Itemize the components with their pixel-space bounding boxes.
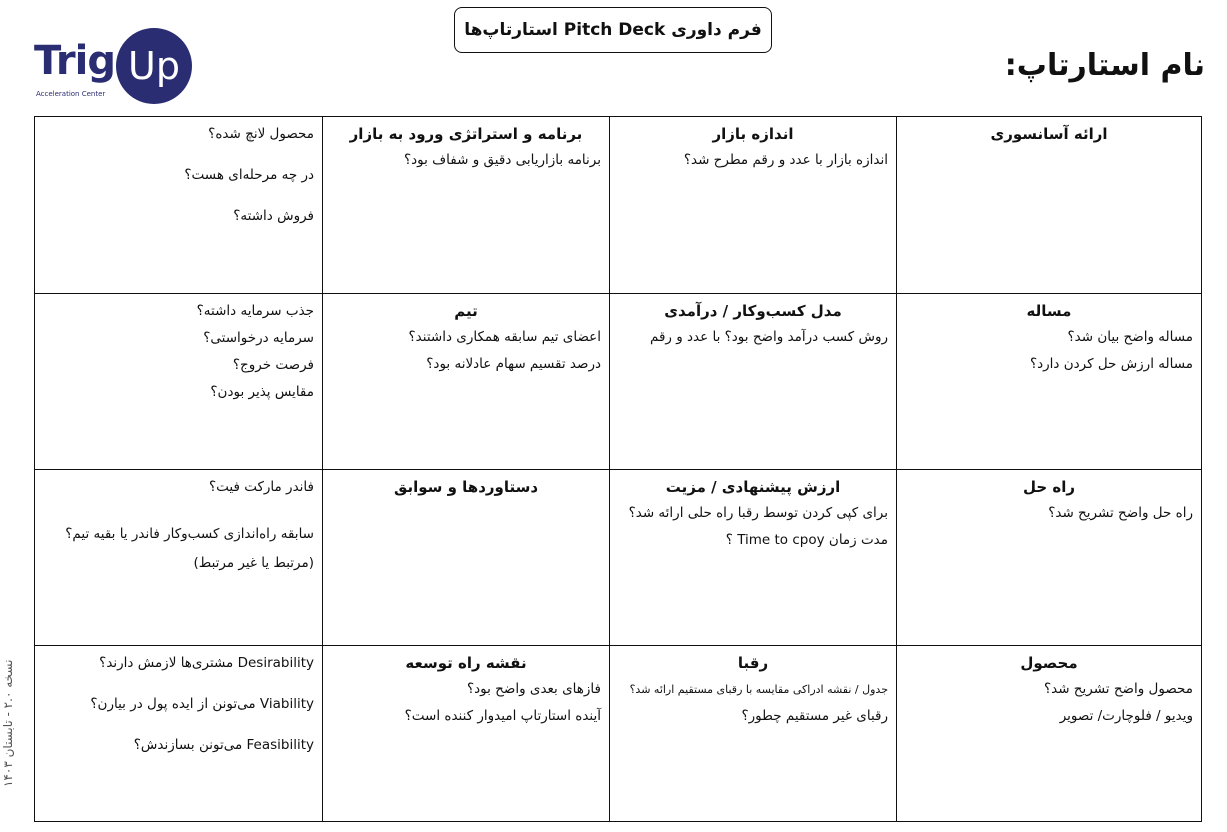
cell-product-launch <box>35 117 322 293</box>
cell-roadmap <box>322 645 609 821</box>
cell-elevator-pitch <box>896 117 1201 293</box>
question: جدول / نقشه ادراکی مقایسه با رقبای مستقیم ارائه شد؟ <box>629 683 888 696</box>
question: فازهای بعدی واضح بود؟ <box>466 681 601 697</box>
cell-heading: محصول <box>1020 654 1078 672</box>
cell-heading: اندازه بازار <box>712 125 794 143</box>
cell-value-proposition <box>609 469 896 645</box>
question: Viability می‌تونن از ایده پول در بیارن؟ <box>90 696 314 712</box>
logo-text-trig: Trig <box>34 38 115 84</box>
cell-go-to-market <box>322 117 609 293</box>
question: درصد تقسیم سهام عادلانه بود؟ <box>426 356 601 372</box>
question: آینده استارتاپ امیدوار کننده است؟ <box>404 708 601 724</box>
trigup-logo <box>34 28 196 104</box>
question: اندازه بازار با عدد و رقم مطرح شد؟ <box>683 152 888 168</box>
question: محصول لانچ شده؟ <box>208 126 314 142</box>
question: سابقه راه‌اندازی کسب‌وکار فاندر یا بقیه تیم؟ <box>65 526 314 542</box>
question: فاندر مارکت فیت؟ <box>208 479 314 495</box>
cell-solution <box>896 469 1201 645</box>
question: در چه مرحله‌ای هست؟ <box>184 167 314 183</box>
question: Feasibility می‌تونن بسازندش؟ <box>133 737 314 753</box>
question: Desirability مشتری‌ها لازمش دارند؟ <box>99 655 314 671</box>
evaluation-grid <box>34 116 1202 822</box>
question: برنامه بازاریابی دقیق و شفاف بود؟ <box>403 152 601 168</box>
cell-heading: دستاوردها و سوابق <box>393 478 539 496</box>
question: سرمایه درخواستی؟ <box>203 330 314 346</box>
cell-heading: مدل کسب‌وکار / درآمدی <box>664 302 842 320</box>
question: مقایس پذیر بودن؟ <box>210 384 314 400</box>
question: اعضای تیم سابقه همکاری داشتند؟ <box>408 329 601 345</box>
question: ویدیو / فلوچارت/ تصویر <box>1059 708 1193 724</box>
question: محصول واضح تشریح شد؟ <box>1043 681 1193 697</box>
cell-heading: برنامه و استراتژی ورود به بازار <box>349 125 583 143</box>
cell-product <box>896 645 1201 821</box>
question: مساله ارزش حل کردن دارد؟ <box>1029 356 1193 372</box>
question: روش کسب درآمد واضح بود؟ با عدد و رقم <box>649 329 888 345</box>
logo-text-up: Up <box>128 44 180 88</box>
cell-problem <box>896 293 1201 469</box>
question: فروش داشته؟ <box>233 208 314 224</box>
cell-heading: نقشه راه توسعه <box>405 654 527 672</box>
startup-name-label: نام استارتاپ: <box>1004 48 1205 83</box>
cell-heading: تیم <box>454 302 478 320</box>
cell-team <box>322 293 609 469</box>
cell-heading: ارائه آسانسوری <box>990 125 1108 143</box>
cell-competitors <box>609 645 896 821</box>
cell-market-size <box>609 117 896 293</box>
cell-business-model <box>609 293 896 469</box>
cell-achievements <box>322 469 609 645</box>
question: برای کپی کردن توسط رقبا راه حلی ارائه شد؟ <box>628 505 888 521</box>
cell-heading: مساله <box>1026 302 1072 320</box>
question: (مرتبط یا غیر مرتبط) <box>193 555 314 571</box>
cell-heading: ارزش پیشنهادی / مزیت <box>665 478 841 496</box>
cell-heading: رقبا <box>737 654 769 672</box>
logo-subtitle: Acceleration Center <box>36 90 106 98</box>
question: مساله واضح بیان شد؟ <box>1067 329 1193 345</box>
question: راه حل واضح تشریح شد؟ <box>1048 505 1193 521</box>
version-note: نسخه ۲.۰ - تابستان ۱۴۰۳ <box>1 659 15 787</box>
question: مدت زمان Time to cpoy ؟ <box>725 532 888 548</box>
cell-funding <box>35 293 322 469</box>
question: فرصت خروج؟ <box>232 357 314 373</box>
cell-heading: راه حل <box>1022 478 1076 496</box>
logo-circle-up <box>116 28 192 104</box>
question: رقبای غیر مستقیم چطور؟ <box>741 708 888 724</box>
cell-dvf <box>35 645 322 821</box>
cell-founder-market-fit <box>35 469 322 645</box>
question: جذب سرمایه داشته؟ <box>196 303 314 319</box>
form-title: فرم داوری Pitch Deck استارتاپ‌ها <box>454 7 772 53</box>
